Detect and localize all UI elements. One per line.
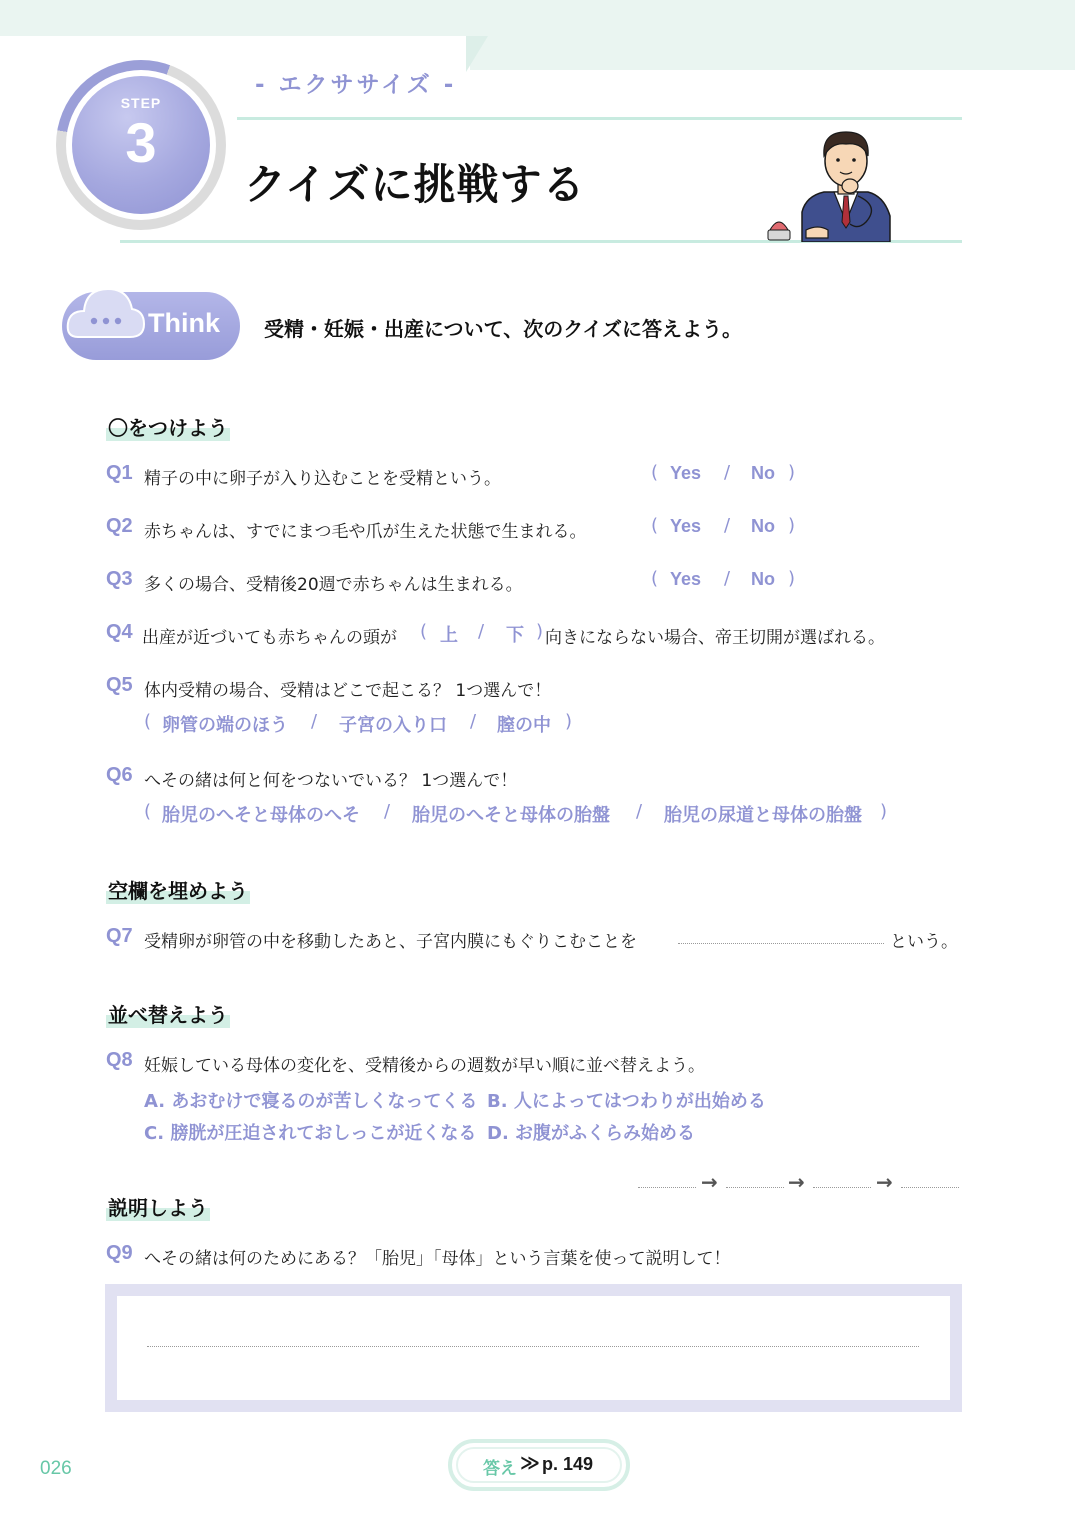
question-number-q7: Q7 — [106, 925, 133, 947]
question-text-q5: 体内受精の場合、受精はどこで起こる？ 1つ選んで！ — [144, 681, 552, 701]
paren-open: ( — [420, 621, 428, 642]
question-text-q7: 受精卵が卵管の中を移動したあと、子宮内膜にもぐりこむことを — [144, 932, 637, 952]
double-chevron-icon: ≫ — [520, 1452, 540, 1474]
question-text-q3: 多くの場合、受精後20週で赤ちゃんは生まれる。 — [144, 575, 523, 595]
option-up-q4[interactable]: 上 — [440, 625, 458, 646]
option-q6-3[interactable]: 胎児の尿道と母体の胎盤 — [664, 805, 862, 826]
question-number-q8: Q8 — [106, 1049, 133, 1071]
answer-box[interactable] — [117, 1296, 950, 1400]
question-number-q1: Q1 — [106, 462, 133, 484]
option-yes-q2[interactable]: Yes — [670, 516, 702, 536]
paren-open: ( — [144, 711, 152, 732]
arrow-right-icon: → — [701, 1170, 718, 1194]
option-separator: / — [636, 801, 643, 822]
step-number: 3 — [125, 111, 157, 174]
page-title: クイズに挑戦する — [244, 160, 586, 209]
option-q8-b: B. 人によってはつわりが出始める — [487, 1091, 766, 1112]
paren-open: ( — [651, 462, 659, 483]
option-separator: / — [470, 711, 477, 732]
option-separator: / — [311, 711, 318, 732]
option-q6-1[interactable]: 胎児のへそと母体のへそ — [162, 805, 360, 826]
option-separator: / — [724, 462, 731, 483]
page-subtitle: - エクササイズ - — [255, 72, 457, 98]
section-heading-circle: 〇をつけよう — [106, 412, 230, 441]
speech-cloud-icon — [66, 279, 146, 349]
section-heading-order: 並べ替えよう — [106, 999, 230, 1028]
section-heading-explain: 説明しよう — [106, 1192, 210, 1221]
option-q8-a: A. あおむけで寝るのが苦しくなってくる — [144, 1091, 478, 1112]
top-banner-slant — [466, 36, 488, 72]
paren-close: ) — [536, 621, 544, 642]
order-blank-2[interactable] — [726, 1187, 784, 1188]
question-text-q6: へその緒は何と何をつないでいる？ 1つ選んで！ — [144, 771, 518, 791]
think-instruction: 受精・妊娠・出産について、次のクイズに答えよう。 — [264, 317, 742, 341]
paren-open: ( — [144, 801, 152, 822]
think-label: Think — [148, 308, 220, 338]
order-blank-4[interactable] — [901, 1187, 959, 1188]
paren-close: ) — [565, 711, 573, 732]
option-yes-q3[interactable]: Yes — [670, 569, 702, 589]
option-q5-2[interactable]: 子宮の入り口 — [339, 715, 447, 736]
paren-close: ) — [788, 568, 796, 589]
paren-open: ( — [651, 568, 659, 589]
option-down-q4[interactable]: 下 — [506, 625, 524, 646]
option-q8-c: C. 膀胱が圧迫されておしっこが近くなる — [144, 1123, 477, 1144]
option-no-q3[interactable]: No — [751, 569, 775, 589]
option-q6-2[interactable]: 胎児のへそと母体の胎盤 — [412, 805, 610, 826]
step-label: STEP — [120, 95, 162, 111]
option-no-q1[interactable]: No — [751, 463, 775, 483]
option-separator: / — [384, 801, 391, 822]
question-number-q3: Q3 — [106, 568, 133, 590]
title-rule-top — [237, 117, 962, 120]
question-suffix-q7: という。 — [890, 932, 958, 952]
question-number-q4: Q4 — [106, 621, 133, 643]
paren-close: ) — [880, 801, 888, 822]
option-no-q2[interactable]: No — [751, 516, 775, 536]
question-text-q8: 妊娠している母体の変化を、受精後からの週数が早い順に並べ替えよう。 — [144, 1056, 705, 1076]
question-text-q1: 精子の中に卵子が入り込むことを受精という。 — [144, 469, 501, 489]
answer-reference-page: p. 149 — [542, 1454, 594, 1474]
option-separator: / — [724, 515, 731, 536]
question-text-q2: 赤ちゃんは、すでにまつ毛や爪が生えた状態で生まれる。 — [144, 522, 587, 542]
answer-line — [147, 1346, 919, 1347]
order-blank-3[interactable] — [813, 1187, 871, 1188]
paren-open: ( — [651, 515, 659, 536]
order-blank-1[interactable] — [638, 1187, 696, 1188]
question-text-q4-before: 出産が近づいても赤ちゃんの頭が — [142, 628, 397, 648]
question-number-q2: Q2 — [106, 515, 133, 537]
quiz-host-illustration — [762, 126, 897, 242]
question-text-q9: へその緒は何のためにある？「胎児」「母体」という言葉を使って説明して！ — [144, 1249, 731, 1269]
option-separator: / — [478, 621, 485, 642]
answer-reference-label: 答え — [483, 1459, 517, 1479]
arrow-right-icon: → — [788, 1170, 805, 1194]
arrow-right-icon: → — [876, 1170, 893, 1194]
page-number: 026 — [40, 1458, 72, 1479]
option-q5-1[interactable]: 卵管の端のほう — [162, 715, 288, 736]
section-heading-fill: 空欄を埋めよう — [106, 875, 250, 904]
option-q8-d: D. お腹がふくらみ始める — [487, 1123, 696, 1144]
option-q5-3[interactable]: 膣の中 — [497, 715, 551, 736]
question-number-q5: Q5 — [106, 674, 133, 696]
paren-close: ) — [788, 515, 796, 536]
answer-blank-q7[interactable] — [678, 943, 884, 944]
question-number-q9: Q9 — [106, 1242, 133, 1264]
question-number-q6: Q6 — [106, 764, 133, 786]
option-separator: / — [724, 568, 731, 589]
question-text-q4-after: 向きにならない場合、帝王切開が選ばれる。 — [545, 628, 885, 648]
paren-close: ) — [788, 462, 796, 483]
option-yes-q1[interactable]: Yes — [670, 463, 702, 483]
